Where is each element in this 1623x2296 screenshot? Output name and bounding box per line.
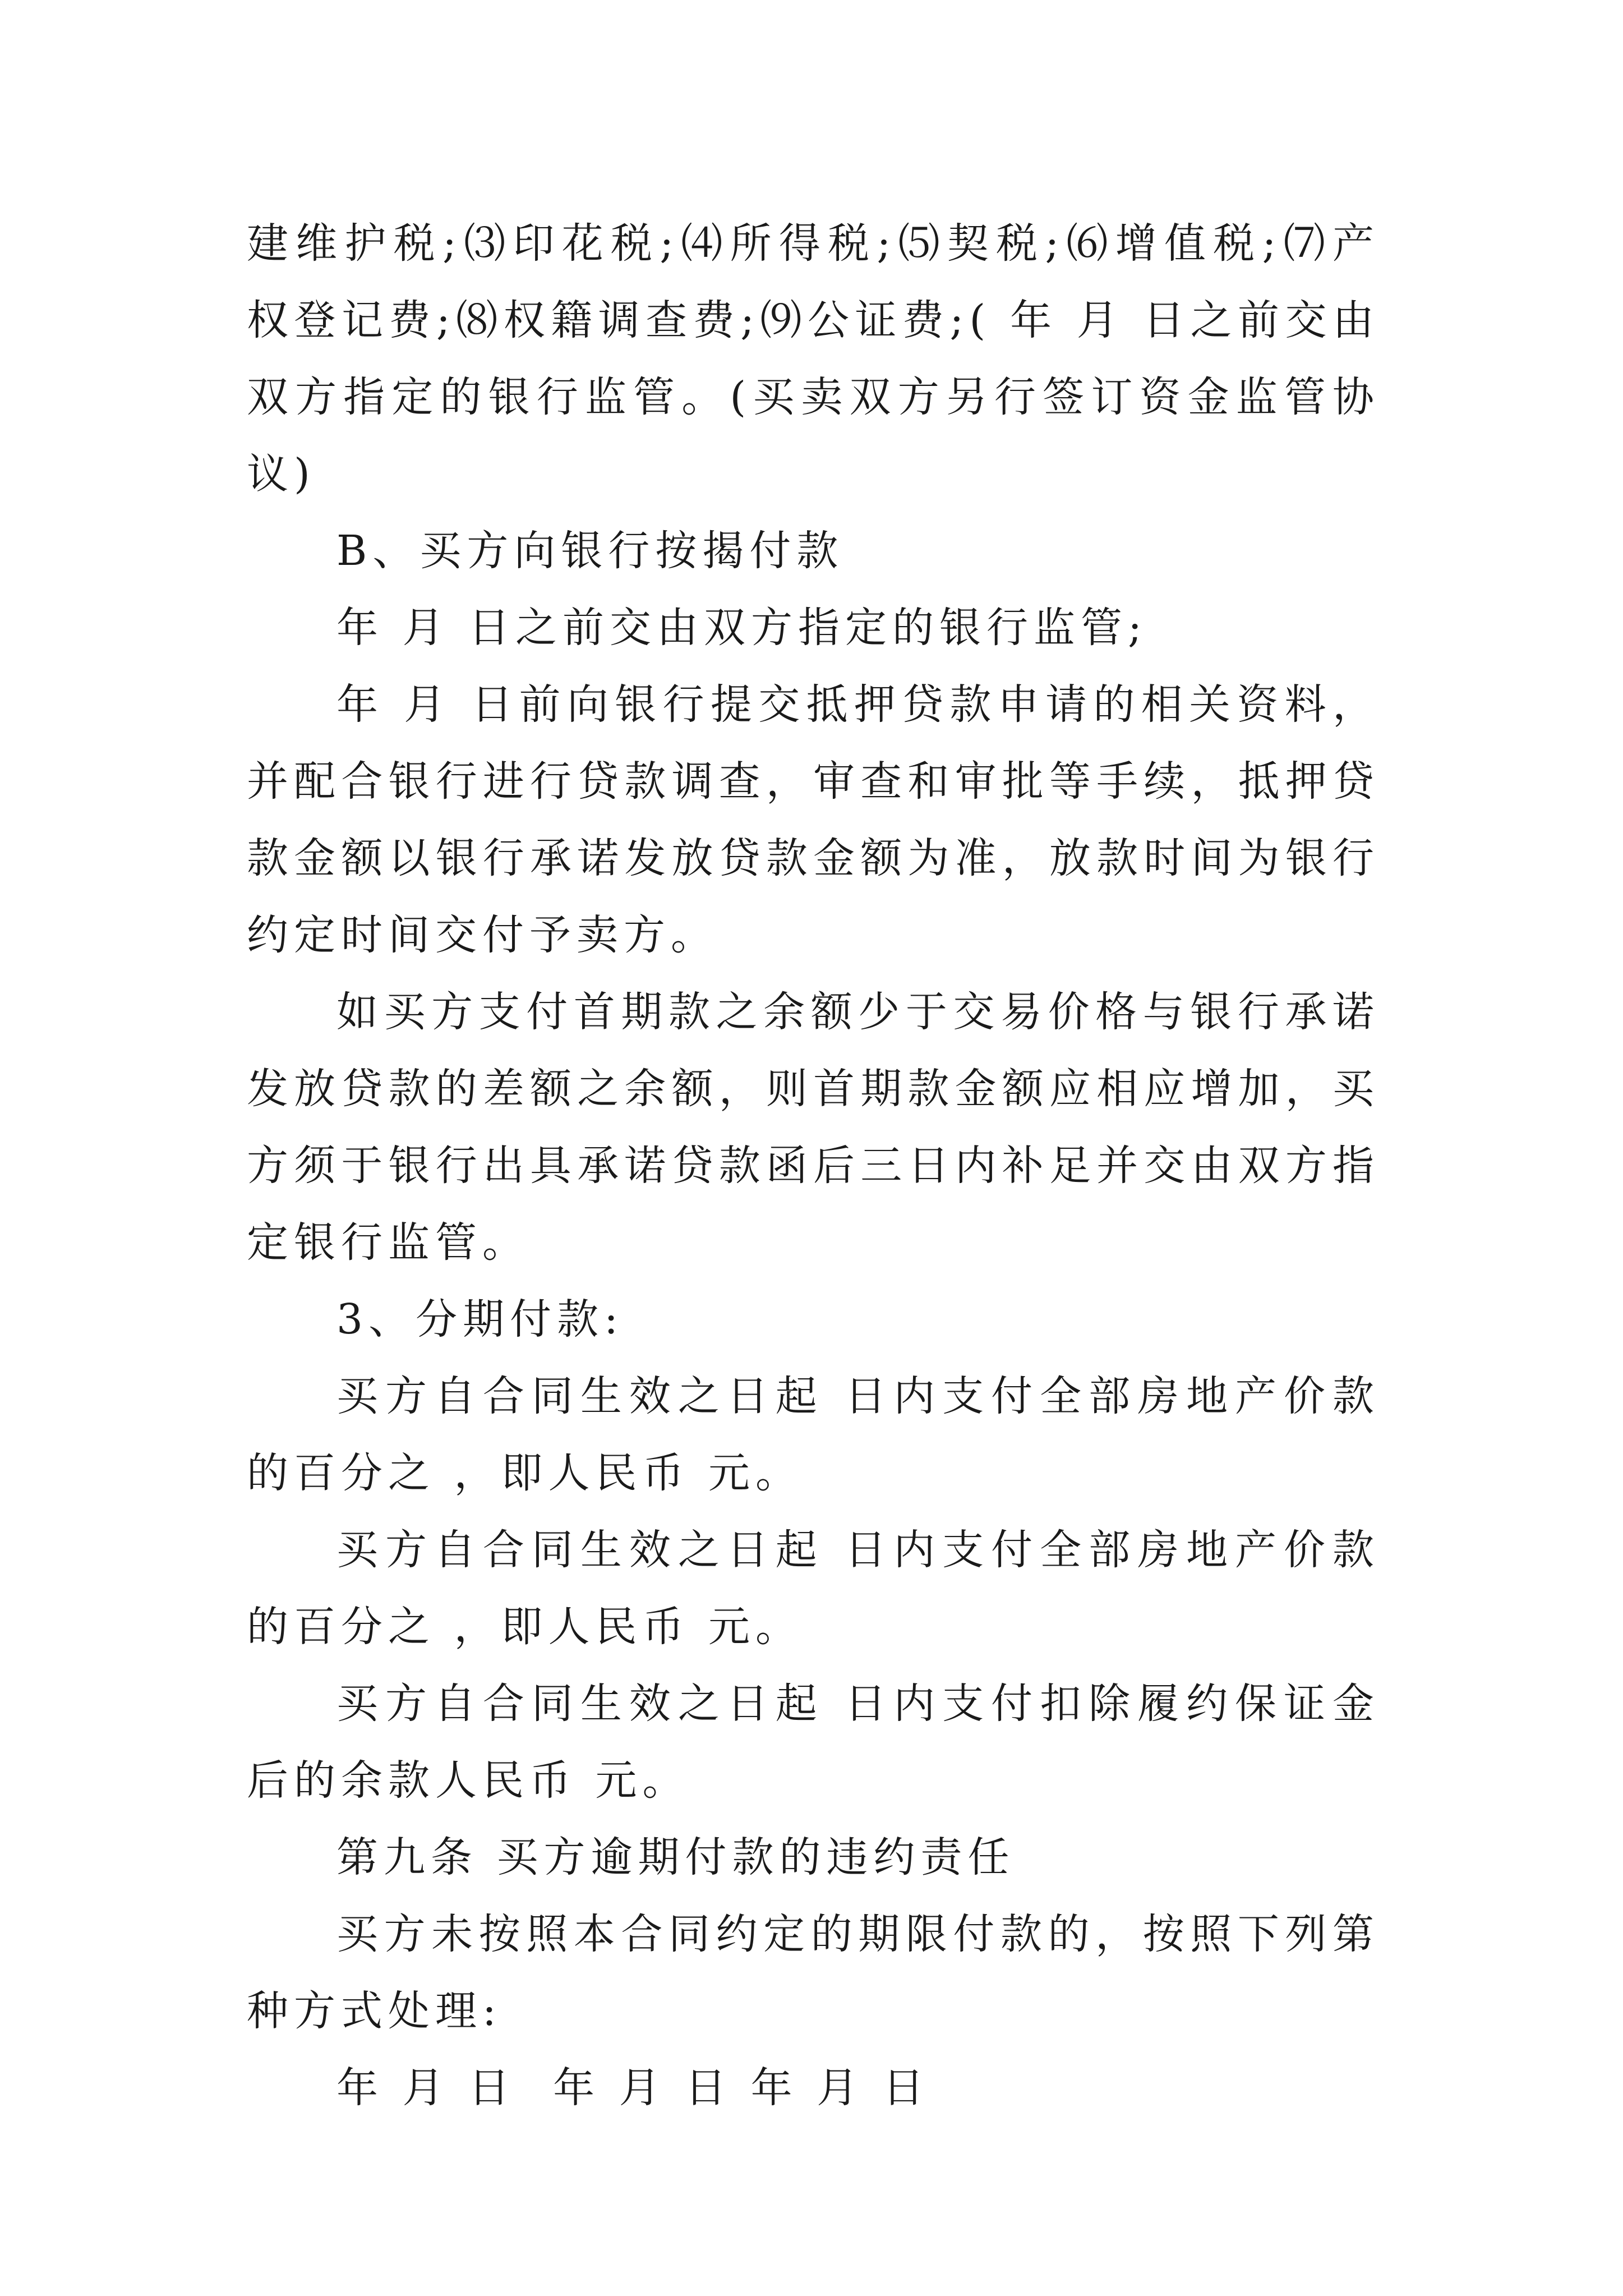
paragraph-date-line: 年 月 日 年 月 日 年 月 日 [336,2064,930,2112]
document-body [247,205,1380,2127]
paragraph-mortgage-deposit-date: 年 月 日之前交由双方指定的银行监管; [336,604,1147,652]
paragraph-taxes-continued: 建维护税;⑶印花税;⑷所得税;⑸契税;⑹增值税;⑺产权登记费;⑻权籍调查费;⑼公证费;( 年 月 日之前交由双方指定的银行监管。(买卖双方另行签订资金监管协议) [247,219,1380,498]
paragraph-down-payment-shortfall: 如买方支付首期款之余额少于交易价格与银行承诺发放贷款的差额之余额，则首期款金额应相应增加，买方须于银行出具承诺贷款函后三日内补足并交由双方指定银行监管。 [247,988,1380,1267]
paragraph-installment-2: 买方自合同生效之日起 日内支付全部房地产价款的百分之 ，即人民币 元。 [247,1526,1380,1651]
paragraph-late-payment: 买方未按照本合同约定的期限付款的，按照下列第 种方式处理: [247,1910,1380,2035]
article-nine-heading: 第九条 买方逾期付款的违约责任 [336,1833,1015,1881]
paragraph-mortgage-heading: B、买方向银行按揭付款 [336,527,844,575]
paragraph-loan-application: 年 月 日前向银行提交抵押贷款申请的相关资料，并配合银行进行贷款调查，审查和审批等手续，抵押贷款金额以银行承诺发放贷款金额为准，放款时间为银行约定时间交付予卖方。 [247,680,1380,959]
paragraph-installment-heading: 3、分期付款: [336,1295,624,1343]
paragraph-installment-3: 买方自合同生效之日起 日内支付扣除履约保证金后的余款人民币 元。 [247,1680,1380,1805]
paragraph-installment-1: 买方自合同生效之日起 日内支付全部房地产价款的百分之 ，即人民币 元。 [247,1372,1380,1497]
